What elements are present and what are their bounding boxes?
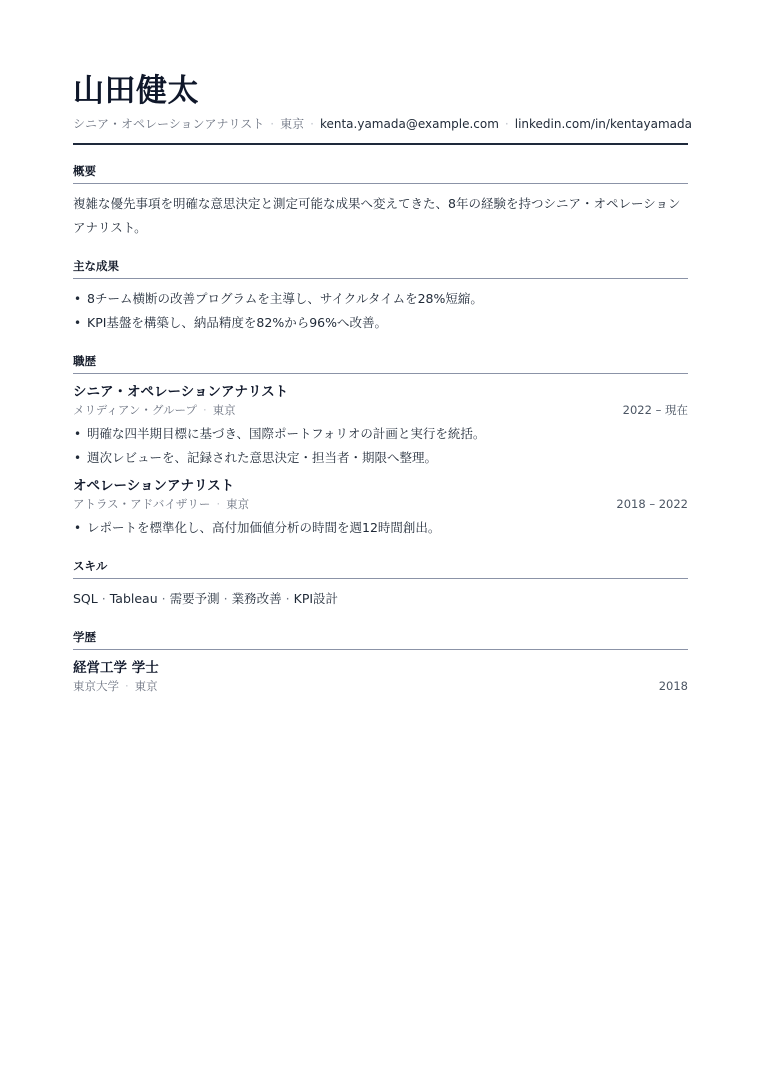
job-location: 東京 [226,497,250,511]
separator-dot: · [202,403,207,417]
job-entry [73,476,688,540]
bullet-dot: • [74,427,82,441]
header-divider [73,143,688,145]
job-bullet-text: 週次レビューを、記録された意思決定・担当者・期限へ整理。 [87,450,438,465]
separator-dot: · [223,591,228,606]
education-meta [73,678,688,694]
bullet-dot: • [74,451,82,465]
candidate-name: 山田健太 [73,73,199,109]
achievement-text: 8チーム横断の改善プログラムを主導し、サイクルタイムを28%短縮。 [87,291,483,306]
list-item [73,422,688,446]
job-org [73,496,249,512]
separator-dot: · [270,117,275,131]
degree-title: 経営工学 学士 [73,660,159,676]
skill-item: 需要予測 [169,591,220,606]
job-bullet-text: 明確な四半期目標に基づき、国際ポートフォリオの計画と実行を統括。 [87,426,486,441]
job-dates: 2022 – 現在 [622,403,688,417]
job-bullets [73,516,688,540]
job-entry [73,382,688,470]
section-heading-skills: スキル [73,558,688,579]
job-org [73,402,236,418]
skill-item: 業務改善 [231,591,282,606]
experience-section [73,353,688,540]
contact-line [73,115,692,133]
bullet-dot: • [74,316,82,330]
job-location: 東京 [212,403,236,417]
education-entry [73,658,688,694]
separator-dot: · [161,591,166,606]
job-title: オペレーションアナリスト [73,478,235,494]
separator-dot: · [504,117,509,131]
list-item [73,311,688,335]
job-bullet-text: レポートを標準化し、高付加価値分析の時間を週12時間創出。 [87,520,441,535]
section-heading-education: 学歴 [73,629,688,650]
skill-item: Tableau [109,591,158,606]
job-dates: 2018 – 2022 [616,497,688,511]
section-heading-achievements: 主な成果 [73,258,688,279]
email-link[interactable]: kenta.yamada@example.com [319,117,499,131]
education-section [73,629,688,694]
school-name: 東京大学 [73,679,119,693]
achievement-text: KPI基盤を構築し、納品精度を82%から96%へ改善。 [87,315,387,330]
school-location: 東京 [134,679,158,693]
company-name: アトラス・アドバイザリー [73,497,211,511]
skills-list [73,587,688,611]
section-heading-experience: 職歴 [73,353,688,374]
contact-location: 東京 [280,117,305,131]
list-item [73,516,688,540]
separator-dot: · [216,497,221,511]
skill-item: SQL [73,591,98,606]
achievements-list [73,287,688,335]
separator-dot: · [310,117,314,131]
separator-dot: · [101,591,106,606]
bullet-dot: • [74,521,82,535]
graduation-year: 2018 [658,679,688,693]
company-name: メリディアン・グループ [73,403,197,417]
job-meta [73,402,688,418]
job-title: シニア・オペレーションアナリスト [73,384,289,400]
skill-item: KPI設計 [293,591,339,606]
education-org [73,678,158,694]
list-item [73,287,688,311]
headline-title: シニア・オペレーションアナリスト [73,117,265,131]
separator-dot: · [125,679,129,693]
separator-dot: · [285,591,290,606]
section-heading-summary: 概要 [73,163,688,184]
job-meta [73,496,688,512]
summary-text: 複雑な優先事項を明確な意思決定と測定可能な成果へ変えてきた、8年の経験を持つシニア・オペレーションアナリスト。 [73,196,681,235]
skills-section [73,558,688,611]
bullet-dot: • [74,292,82,306]
summary-section [73,163,688,240]
job-bullets [73,422,688,470]
list-item [73,446,688,470]
linkedin-link[interactable]: linkedin.com/in/kentayamada [514,117,692,131]
achievements-section [73,258,688,335]
